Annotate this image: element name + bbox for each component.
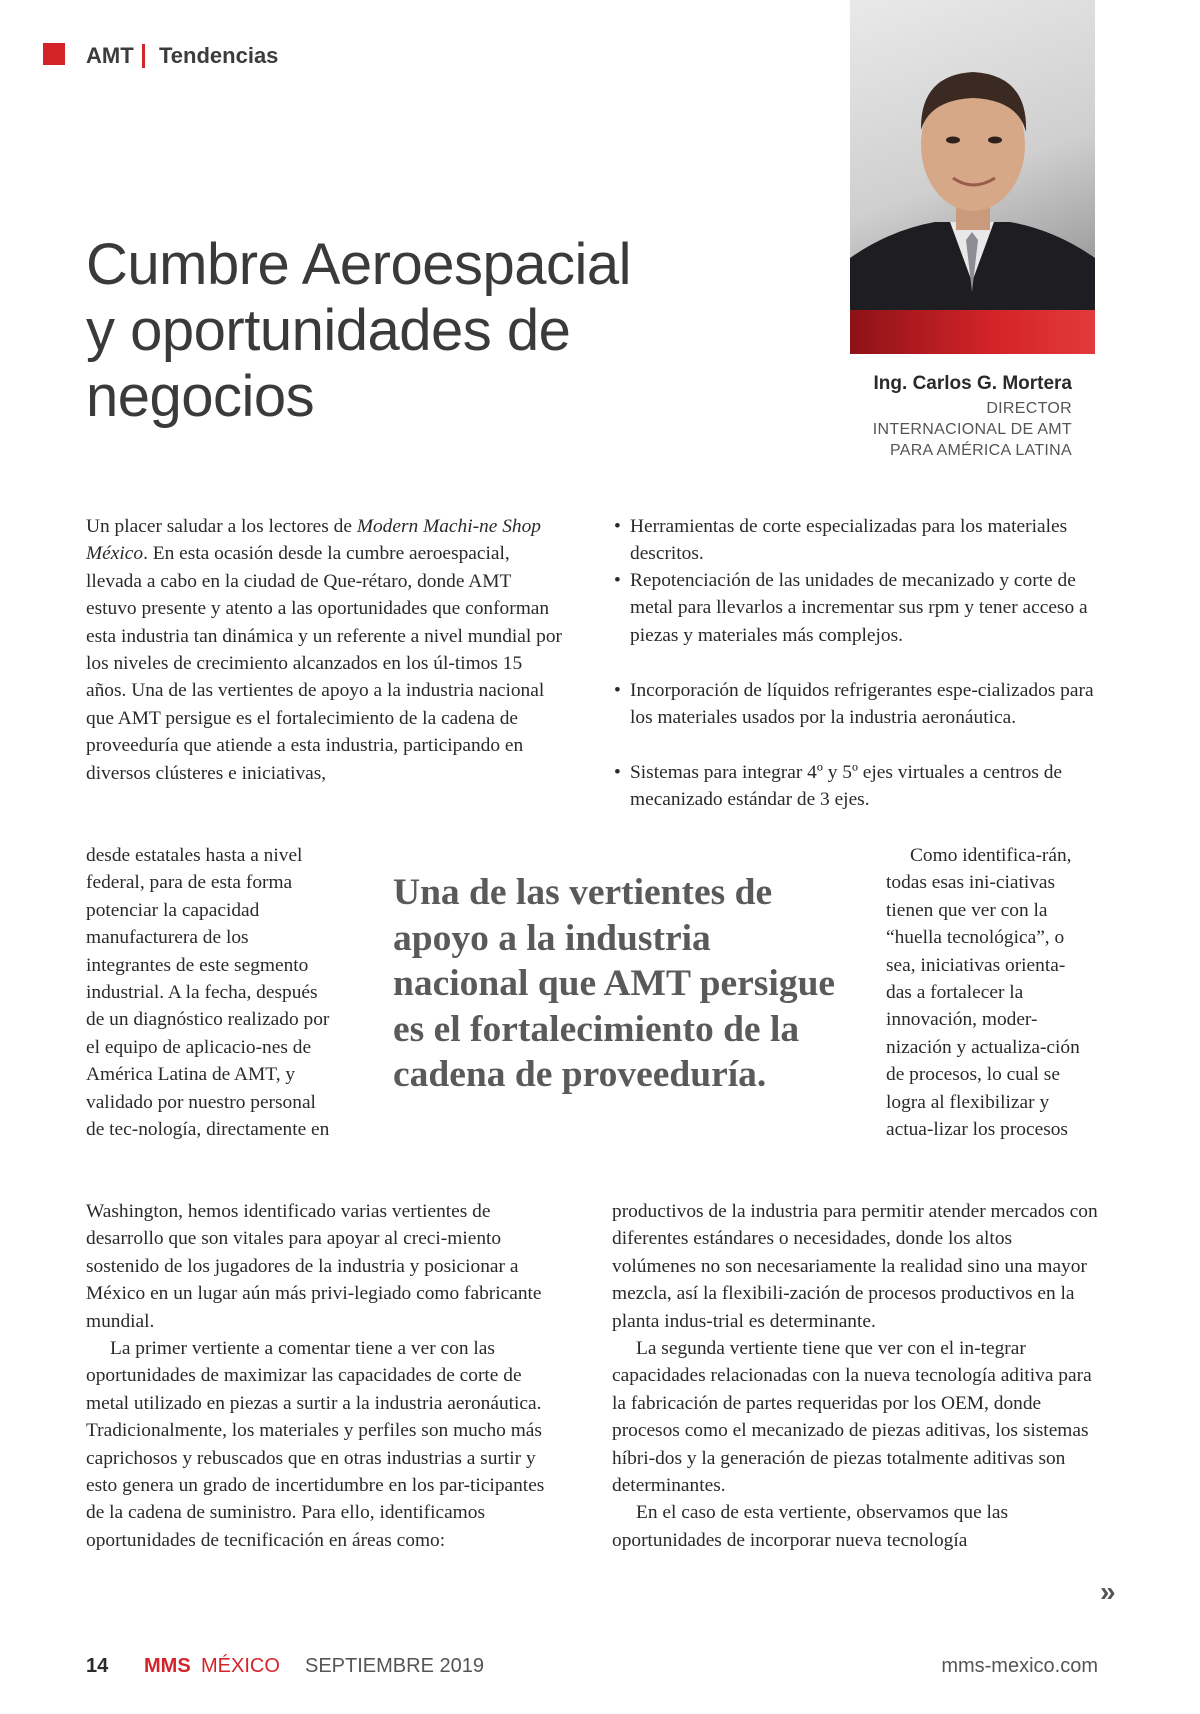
left-narrow-paragraph: desde estatales hasta a nivel federal, para de esta forma potenciar la capacidad manufacturera de los integrantes de este segmento industrial. A la fecha, después de un diagnóstico realizado por el equipo de aplicacio-nes de América Latina de AMT, y validado por nuestro personal de tec-nología, directamente en bbox=[86, 845, 330, 1141]
right-bottom-paragraph-2: La segunda vertiente tiene que ver con el in-tegrar capacidades relacionadas con la nueva tecnología aditiva para la fabricación de partes requeridas por los OEM, donde procesos como el mecanizado de piezas aditivas, los sistemas híbri-dos y la generación de piezas totalmente aditivas son determinantes. bbox=[612, 1338, 1092, 1497]
bullet-item: • Repotenciación de las unidades de mecanizado y corte de metal para llevarlos a incrementar sus rpm y tener acceso a piezas y materiales más complejos. bbox=[614, 567, 1100, 649]
left-column-bottom bbox=[86, 1198, 566, 1554]
left-bottom-paragraph-2: La primer vertiente a comentar tiene a ver con las oportunidades de maximizar las capacidades de corte de metal utilizado en piezas a surtir a la industria aeronáutica. Tradicionalmente, los materiales y perfiles son mucho más caprichosos y rebuscados que en otras industrias a surtir y esto genera un grado de incertidumbre en los par-ticipantes de la cadena de suministro. Para ello, identificamos oportunidades de tecnificación en áreas como: bbox=[86, 1338, 545, 1551]
intro-paragraph bbox=[86, 513, 566, 787]
right-column-narrow bbox=[886, 842, 1086, 1143]
section-marker bbox=[43, 43, 65, 65]
author-role-line-2: INTERNACIONAL DE AMT bbox=[872, 421, 1072, 438]
header-divider bbox=[142, 44, 145, 68]
continue-arrow-icon: » bbox=[1100, 1576, 1116, 1607]
right-column-bottom bbox=[612, 1198, 1098, 1554]
pull-quote: Una de las vertientes de apoyo a la industria nacional que AMT persigue es el fortalecimiento de la cadena de proveeduría. bbox=[393, 872, 836, 1095]
subsection-label: Tendencias bbox=[159, 43, 279, 68]
left-column-intro bbox=[86, 513, 566, 787]
footer-issue: SEPTIEMBRE 2019 bbox=[305, 1655, 484, 1677]
footer-country: MÉXICO bbox=[201, 1655, 280, 1677]
author-role-line-1: DIRECTOR bbox=[986, 400, 1072, 417]
left-column-narrow bbox=[86, 842, 331, 1143]
bullet-item: • Herramientas de corte especializadas para los materiales descritos. bbox=[614, 513, 1100, 568]
intro-lead: Un placer saludar a los lectores de bbox=[86, 516, 357, 537]
author-role-line-3: PARA AMÉRICA LATINA bbox=[889, 442, 1072, 459]
article-title bbox=[86, 232, 806, 430]
publication-name: Modern Machi-ne Shop México bbox=[86, 516, 541, 565]
page-number: 14 bbox=[86, 1655, 109, 1677]
right-narrow-paragraph: Como identifica-rán, todas esas ini-ciativas tienen que ver con la “huella tecnológica”, o sea, iniciativas orienta-das a fortalecer la innovación, moder-nización y actualiza-ción de procesos, lo cual se logra al flexibilizar y actua-lizar los procesos bbox=[886, 845, 1080, 1141]
left-bottom-paragraph-1: Washington, hemos identificado varias vertientes de desarrollo que son vitales para apoyar al creci-miento sostenido de los jugadores de la industria y posicionar a México en un lugar aún más privi-legiado como fabricante mundial. bbox=[86, 1201, 542, 1332]
section-label: AMT bbox=[86, 43, 134, 68]
author-photo bbox=[850, 0, 1095, 310]
author-portrait-illustration bbox=[850, 0, 1095, 310]
bullet-item: • Incorporación de líquidos refrigerantes espe-cializados para los materiales usados por la industria aeronáutica. bbox=[614, 677, 1100, 732]
author-photo-band bbox=[850, 310, 1095, 354]
bullet-item: • Sistemas para integrar 4º y 5º ejes virtuales a centros de mecanizado estándar de 3 ejes. bbox=[614, 759, 1100, 814]
intro-rest: . En esta ocasión desde la cumbre aeroespacial, llevada a cabo en la ciudad de Que-rétaro, donde AMT estuvo presente y atento a las oportunidades que conforman esta industria tan dinámica y un referente a nivel mundial por los niveles de crecimiento alcanzados en los úl-timos 15 años. Una de las vertientes de apoyo a la industria nacional que AMT persigue es el fortalecimiento de la cadena de proveeduría que atiende a esta industria, participando en diversos clústeres e iniciativas, bbox=[86, 543, 562, 784]
right-bottom-paragraph-1: productivos de la industria para permitir atender mercados con diferentes estándares o necesidades, donde los altos volúmenes no son necesariamente la realidad sino una mayor mezcla, así la flexibili-zación de procesos productivos en la planta indus-trial es determinante. bbox=[612, 1201, 1098, 1332]
title-line-2: y oportunidades de negocios bbox=[86, 298, 571, 429]
right-bottom-paragraph-3: En el caso de esta vertiente, observamos que las oportunidades de incorporar nueva tecnología bbox=[612, 1502, 1009, 1551]
author-name: Ing. Carlos G. Mortera bbox=[873, 373, 1072, 394]
title-line-1: Cumbre Aeroespacial bbox=[86, 232, 632, 297]
footer-website: mms-mexico.com bbox=[941, 1655, 1098, 1677]
footer-brand: MMS bbox=[144, 1655, 191, 1677]
